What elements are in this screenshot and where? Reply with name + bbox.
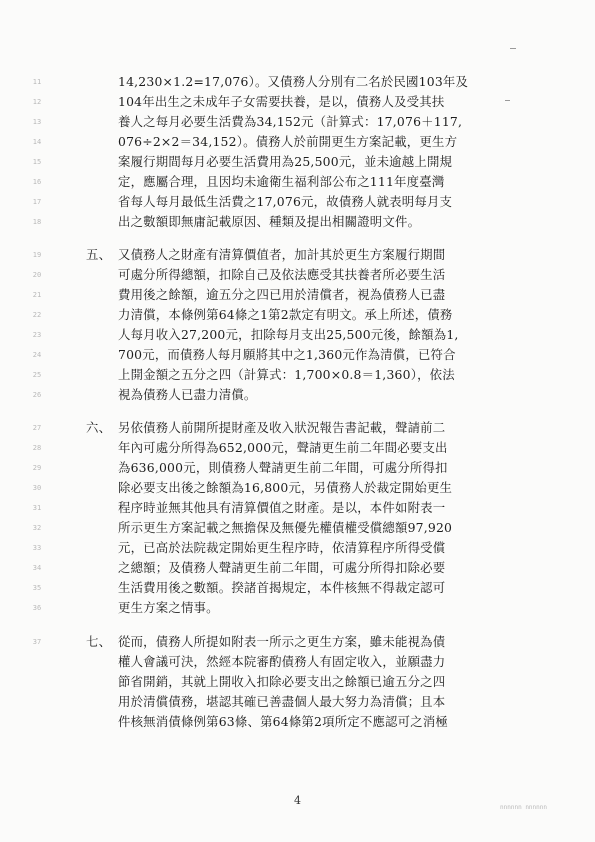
text-line: 14,230×1.2=17,076）。又債務人分別有二名於民國103年及 [118,74,469,89]
scan-mark [510,48,516,49]
text-line: 定，應屬合理，且因均未逾衛生福利部公布之111年度臺灣 [118,174,445,189]
line-number: 27 [32,424,42,432]
text-line: 程序時並無其他具有清算價值之財產。是以，本件如附表一 [118,500,446,515]
line-number: 14 [32,138,42,146]
text-line: 為636,000元，則債務人聲請更生前二年間，可處分所得扣 [118,460,448,475]
text-line: 節省開銷，其就上開收入扣除必要支出之餘額已逾五分之四 [118,674,446,689]
text-line: 視為債務人已盡力清償。 [118,387,257,402]
line-number: 32 [32,524,42,532]
text-line: 力清償，本條例第64條之1第2款定有明文。承上所述，債務 [118,307,453,322]
line-number: 17 [32,198,42,206]
text-line: 件核無消債條例第63條、第64條第2項所定不應認可之消極 [118,714,449,729]
line-number: 22 [32,311,42,319]
text-line: 元，已高於法院裁定開始更生程序時，依清算程序所得受償 [118,540,446,555]
text-line: 除必要支出後之餘額為16,800元，另債務人於裁定開始更生 [118,480,453,495]
line-number: 11 [32,78,42,86]
text-line: 費用後之餘額，逾五分之四已用於清償者，視為債務人已盡 [118,287,446,302]
line-number: 24 [32,351,42,359]
line-number: 26 [32,391,42,399]
text-line: 所示更生方案記載之無擔保及無優先權債權受償總額97,920 [118,520,453,535]
text-line: 養人之每月必要生活費為34,152元（計算式：17,076＋117, [118,114,463,129]
text-line: 從而，債務人所提如附表一所示之更生方案，雖未能視為債 [118,634,446,649]
text-line: 案履行期間每月必要生活費用為25,500元，並未逾越上開規 [118,154,453,169]
text-line: 權人會議可決，然經本院審酌債務人有固定收入，並願盡力 [118,654,446,669]
page-number: 4 [294,794,301,807]
text-line: 生活費用後之數額。揆諸首揭規定，本件核無不得裁定認可 [118,580,446,595]
line-number: 15 [32,158,42,166]
line-number: 28 [32,444,42,452]
line-number: 29 [32,464,42,472]
line-number: 34 [32,564,42,572]
line-number: 20 [32,271,42,279]
section-marker: 七、 [86,634,112,649]
line-number: 23 [32,331,42,339]
text-line: 省每人每月最低生活費之17,076元，故債務人就表明每月支 [118,194,453,209]
scan-mark [505,100,510,101]
line-number: 16 [32,178,42,186]
line-number: 19 [32,251,42,259]
line-number: 18 [32,218,42,226]
footer-stamp: nnnnnn nnnnnn [500,804,547,811]
line-number: 33 [32,544,42,552]
line-number: 21 [32,291,42,299]
text-line: 人每月收入27,200元，扣除每月支出25,500元後，餘額為1, [118,327,459,342]
text-line: 700元，而債務人每月願將其中之1,360元作為清償，已符合 [118,347,456,362]
line-number: 37 [32,638,42,646]
line-number: 13 [32,118,42,126]
section-marker: 五、 [86,247,112,262]
line-number: 31 [32,504,42,512]
text-line: 更生方案之情事。 [118,600,219,615]
text-line: 上開金額之五分之四（計算式：1,700×0.8＝1,360），依法 [118,367,455,382]
line-number: 12 [32,98,42,106]
text-line: 另依債務人前開所提財產及收入狀況報告書記載，聲請前二 [118,420,446,435]
text-line: 之總額；及債務人聲請更生前二年間，可處分所得扣除必要 [118,560,446,575]
line-number: 36 [32,604,42,612]
text-line: 用於清償債務，堪認其確已善盡個人最大努力為清償；且本 [118,694,446,709]
line-number: 25 [32,371,42,379]
text-line: 可處分所得總額，扣除自己及依法應受其扶養者所必要生活 [118,267,446,282]
text-line: 104年出生之未成年子女需要扶養，是以，債務人及受其扶 [118,94,445,109]
text-line: 出之數額即無庸記載原因、種類及提出相關證明文件。 [118,214,421,229]
text-line: 又債務人之財產有清算價值者，加計其於更生方案履行期間 [118,247,446,262]
text-line: 年內可處分所得為652,000元，聲請更生前二年間必要支出 [118,440,448,455]
line-number: 35 [32,584,42,592]
section-marker: 六、 [86,420,112,435]
line-number: 30 [32,484,42,492]
text-line: 076÷2×2＝34,152）。債務人於前開更生方案記載，更生方 [118,134,458,149]
